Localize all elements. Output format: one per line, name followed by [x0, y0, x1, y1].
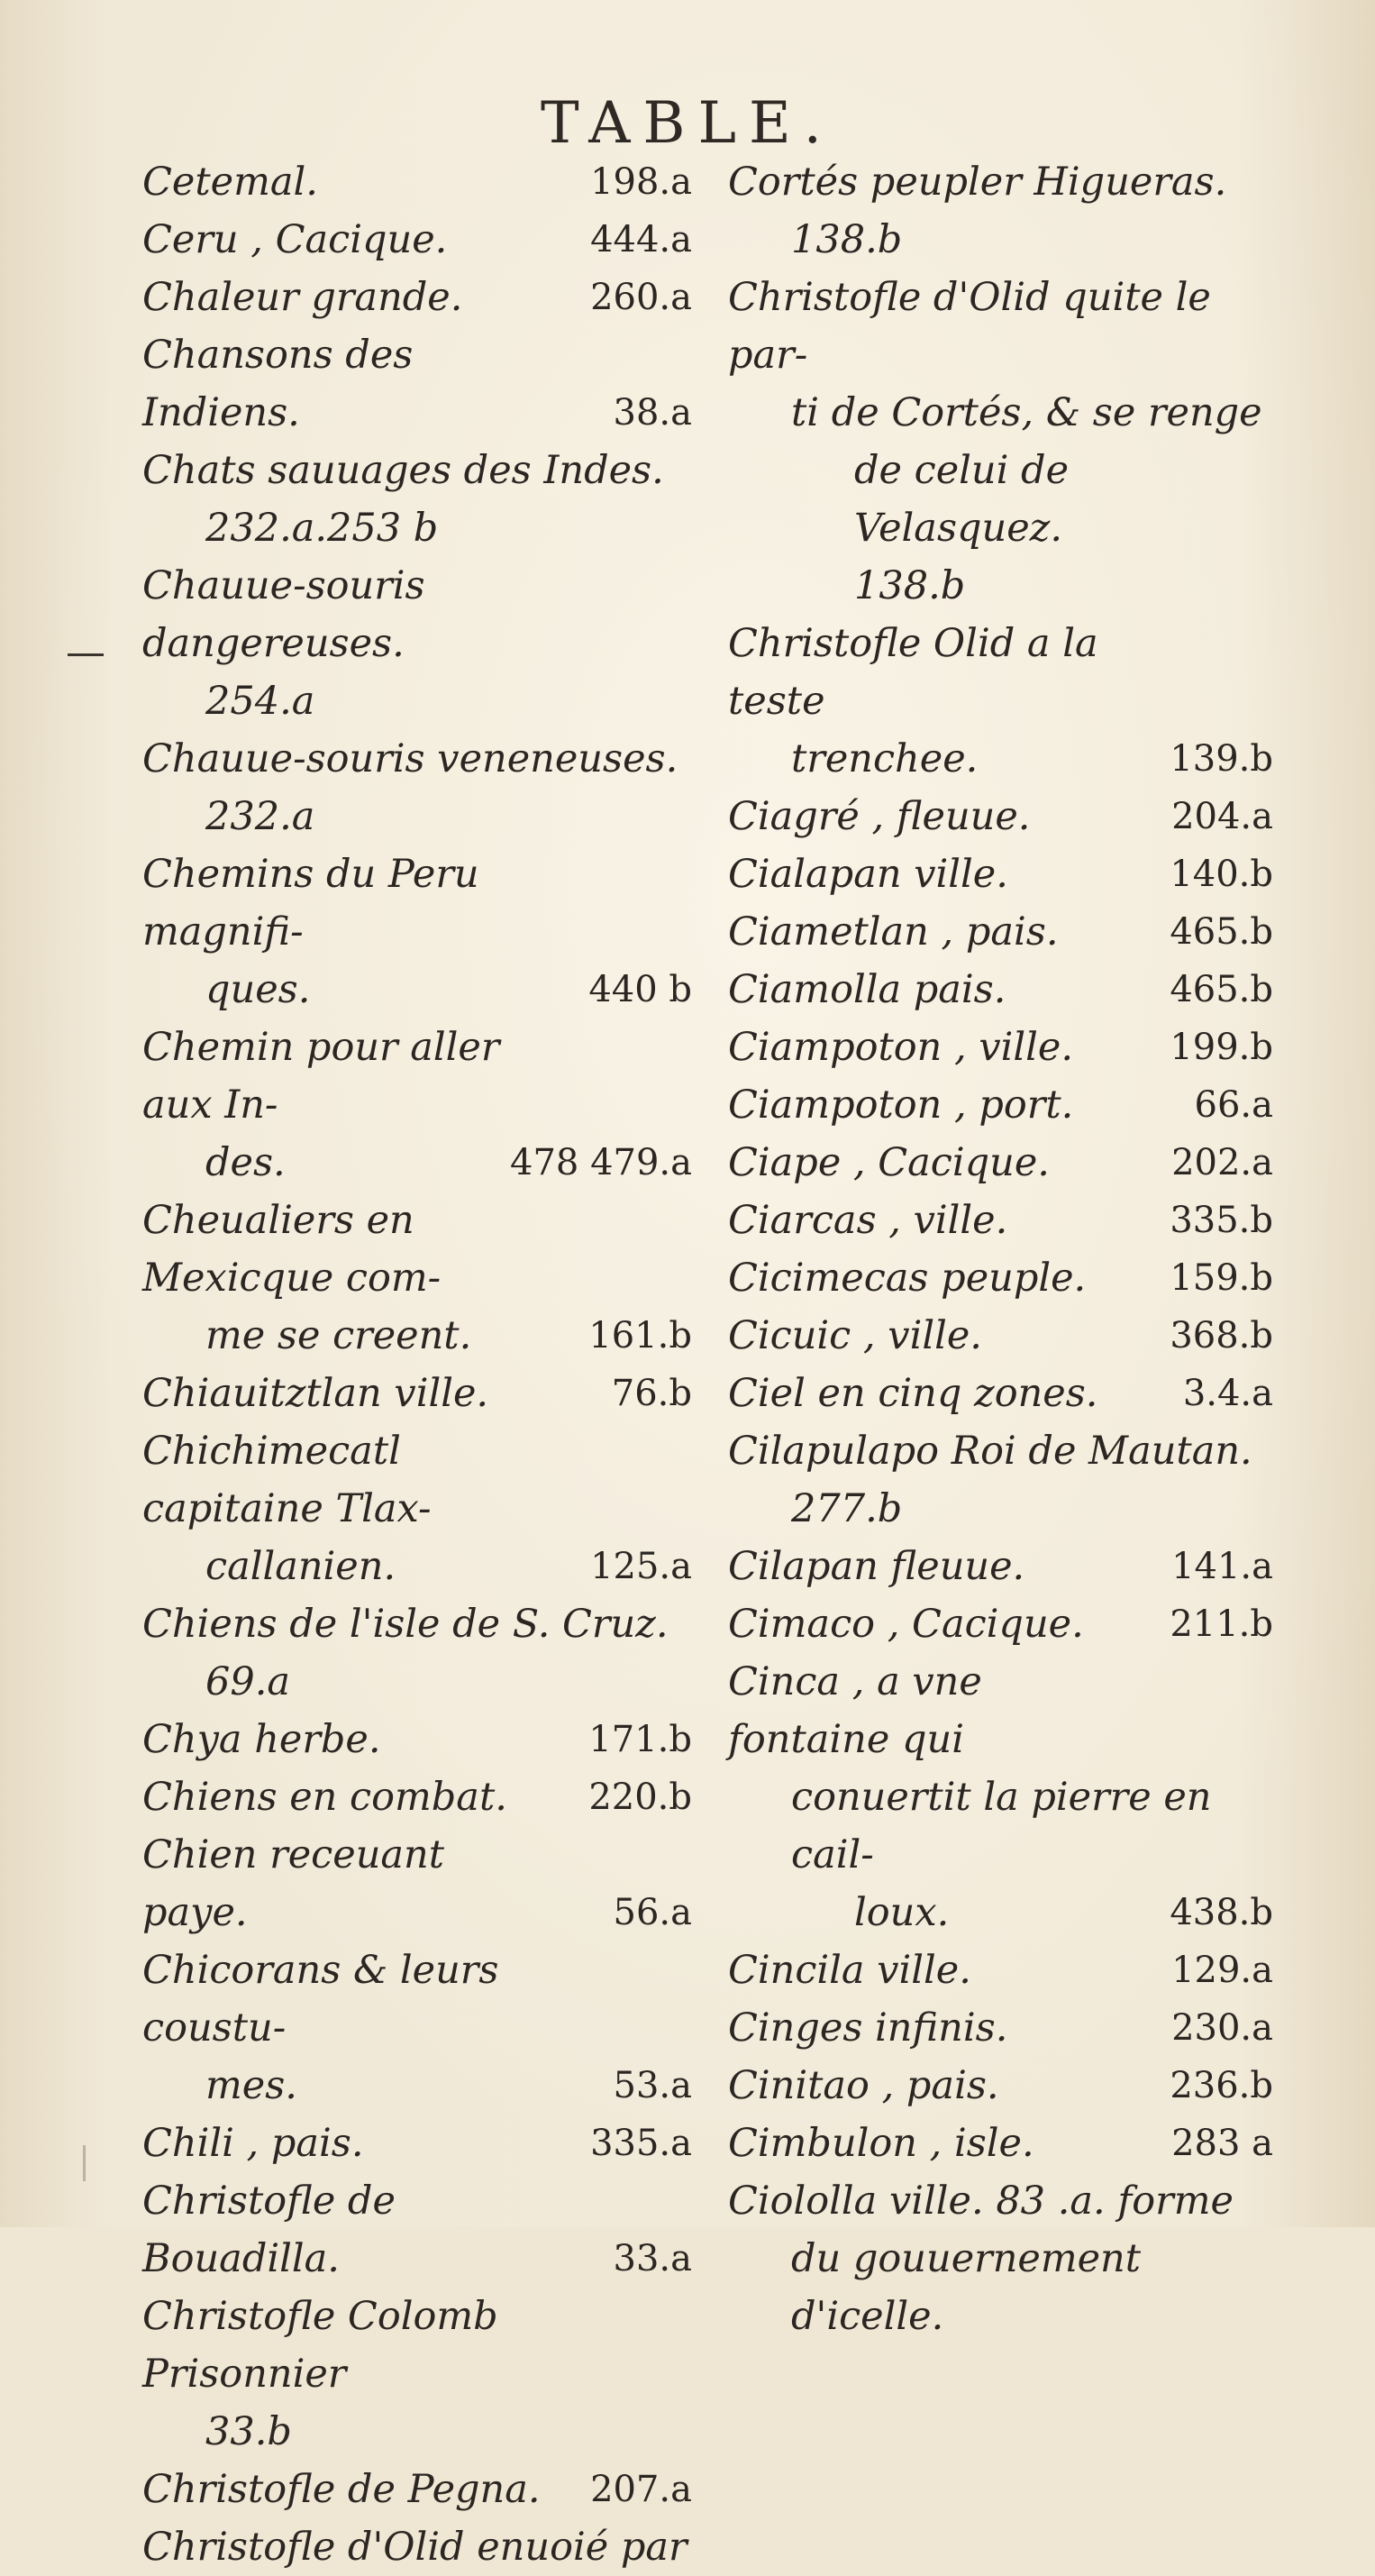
index-entry [142, 1365, 692, 1422]
index-entry [142, 2288, 692, 2461]
entry-text: Cinitao , pais. [728, 2063, 999, 2108]
index-entry [142, 1595, 692, 1711]
page-reference: 76.b [611, 1373, 692, 1414]
index-entry [728, 153, 1273, 269]
index-entry [142, 326, 692, 442]
entry-continuation: de celui de Velasquez. [854, 448, 1070, 551]
entry-text: Chats sauuages des Indes. [142, 448, 664, 493]
index-entry [142, 211, 692, 269]
index-entry [728, 1941, 1273, 1999]
index-entry [142, 2172, 692, 2288]
entry-text: Chiens en combat. [142, 1775, 507, 1820]
index-entry [142, 442, 692, 557]
page-reference: 211.b [1170, 1603, 1273, 1645]
entry-continuation: ti de Cortés, & se renge [791, 390, 1262, 435]
entry-continuation: 138.b [854, 563, 966, 608]
entry-text: Chichimecatl capitaine Tlax- [142, 1429, 432, 1531]
index-entry [728, 1249, 1273, 1307]
page-reference: 465.b [1170, 911, 1273, 953]
page-title: TABLE. [541, 90, 834, 157]
page-reference: 478 479.a [510, 1142, 692, 1183]
index-entry [728, 845, 1273, 903]
entry-text: Ceru , Cacique. [142, 217, 448, 262]
page-reference: 199.b [1170, 1027, 1273, 1068]
index-entry [142, 1192, 692, 1365]
page-reference: 53.a [613, 2065, 692, 2106]
page-reference: 38.a [613, 392, 692, 434]
entry-text: Chien receuant paye. [142, 1832, 444, 1935]
entry-text: Christofle de Bouadilla. [142, 2179, 396, 2281]
entry-text: Ciel en cinq zones. [728, 1371, 1098, 1416]
page-reference: 198.a [590, 161, 692, 203]
index-entry [142, 153, 692, 211]
index-entry [142, 1711, 692, 1768]
entry-text: Chiauitztlan ville. [142, 1371, 489, 1416]
index-entry [728, 1999, 1273, 2057]
page-reference: 368.b [1170, 1315, 1273, 1357]
entry-text: Chemin pour aller aux In- [142, 1025, 500, 1128]
entry-continuation: conuertit la pierre en cail- [791, 1775, 1212, 1877]
index-entry [142, 557, 692, 730]
entry-text: Cimaco , Cacique. [728, 1602, 1084, 1647]
entry-continuation: 33.b [205, 2409, 292, 2454]
entry-text: Cortés peupler Higueras. [728, 160, 1227, 205]
page-reference: 440 b [588, 969, 692, 1010]
index-entry [142, 269, 692, 326]
entry-text: Christofle Colomb Prisonnier [142, 2294, 498, 2397]
entry-text: Cimbulon , isle. [728, 2121, 1034, 2166]
page-reference: 139.b [1170, 738, 1273, 780]
entry-continuation: callanien. [205, 1544, 396, 1589]
index-entry [142, 2461, 692, 2518]
left-column [142, 153, 692, 2576]
entry-text: Cialapan ville. [728, 852, 1008, 897]
entry-text: Christofle Olid a la teste [728, 621, 1098, 724]
entry-text: Ciape , Cacique. [728, 1140, 1050, 1185]
index-entry [142, 1422, 692, 1595]
index-entry [728, 1422, 1273, 1538]
page-reference: 202.a [1171, 1142, 1273, 1183]
page-reference: 56.a [613, 1892, 692, 1933]
index-entry [728, 269, 1273, 615]
index-entry [142, 2115, 692, 2172]
index-entry [728, 2115, 1273, 2172]
page-reference: 159.b [1170, 1257, 1273, 1299]
index-entry [728, 2172, 1273, 2345]
entry-continuation: des. [205, 1140, 286, 1185]
page-reference: 204.a [1171, 796, 1273, 837]
margin-mark [68, 653, 104, 656]
entry-text: Christofle de Pegna. [142, 2467, 541, 2512]
entry-continuation: du gouuernement d'icelle. [791, 2236, 1142, 2339]
entry-continuation: mes. [205, 2063, 297, 2108]
page-reference: 66.a [1194, 1084, 1273, 1126]
entry-text: Chili , pais. [142, 2121, 364, 2166]
entry-text: Ciampoton , port. [728, 1082, 1074, 1128]
entry-text: Ciamolla pais. [728, 967, 1006, 1012]
entry-continuation: ques. [205, 967, 311, 1012]
index-entry [142, 2518, 692, 2576]
entry-continuation: 138.b [791, 217, 903, 262]
index-entry [142, 1941, 692, 2115]
entry-text: Cinges infinis. [728, 2005, 1008, 2051]
entry-text: Cincila ville. [728, 1948, 971, 1993]
entry-text: Cicuic , ville. [728, 1313, 982, 1358]
index-entry [728, 1134, 1273, 1192]
index-entry [728, 1192, 1273, 1249]
page-reference: 33.a [613, 2238, 692, 2279]
page-reference: 465.b [1170, 969, 1273, 1010]
entry-text: Chicorans & leurs coustu- [142, 1948, 499, 2051]
entry-text: Cilapan fleuue. [728, 1544, 1025, 1589]
entry-continuation: trenchee. [791, 736, 979, 781]
index-entry [728, 903, 1273, 961]
entry-text: Chya herbe. [142, 1717, 381, 1762]
edge-mark [83, 2145, 86, 2181]
page-reference: 161.b [588, 1315, 692, 1357]
index-entry [728, 961, 1273, 1019]
entry-continuation: 277.b [791, 1486, 903, 1531]
entry-text: Christofle d'Olid quite le par- [728, 275, 1211, 378]
entry-continuation: 254.a [205, 679, 315, 724]
entry-text: Ciarcas , ville. [728, 1198, 1008, 1243]
index-entry [142, 1826, 692, 1941]
index-entry [728, 1076, 1273, 1134]
page-reference: 171.b [588, 1719, 692, 1760]
entry-continuation: 69.a [205, 1659, 291, 1704]
index-entry [728, 1307, 1273, 1365]
index-entry [728, 615, 1273, 788]
page-reference: 129.a [1171, 1950, 1273, 1991]
index-entry [142, 730, 692, 845]
page-reference: 283 a [1171, 2123, 1273, 2164]
entry-text: Chansons des Indiens. [142, 333, 414, 435]
entry-text: Ciagré , fleuue. [728, 794, 1031, 839]
index-entry [728, 1653, 1273, 1941]
entry-continuation: me se creent. [205, 1313, 472, 1358]
page-reference: 236.b [1170, 2065, 1273, 2106]
entry-text: Cinca , a vne fontaine qui [728, 1659, 982, 1762]
entry-text: Chauue-souris dangereuses. [142, 563, 425, 666]
index-entry [142, 845, 692, 1019]
entry-continuation: 232.a [205, 794, 315, 839]
entry-text: Ciampoton , ville. [728, 1025, 1074, 1070]
index-entry [728, 1365, 1273, 1422]
page-reference: 141.a [1171, 1546, 1273, 1587]
page-reference: 220.b [588, 1777, 692, 1818]
right-column [728, 153, 1273, 2345]
entry-text: Chemins du Peru magnifi- [142, 852, 479, 955]
page-reference: 444.a [590, 219, 692, 260]
page-reference: 140.b [1170, 854, 1273, 895]
page-reference: 230.a [1171, 2007, 1273, 2049]
page-reference: 335.b [1170, 1200, 1273, 1241]
entry-text: Cilapulapo Roi de Mautan. [728, 1429, 1252, 1474]
entry-text: Cetemal. [142, 160, 318, 205]
index-entry [728, 1019, 1273, 1076]
index-entry [142, 1019, 692, 1192]
index-entry [728, 788, 1273, 845]
entry-text: Chiens de l'isle de S. Cruz. [142, 1602, 669, 1647]
index-entry [728, 1595, 1273, 1653]
entry-text: Cheualiers en Mexicque com- [142, 1198, 442, 1301]
entry-text: Christofle d'Olid enuoié par [142, 2525, 688, 2570]
entry-text: Ciololla ville. 83 .a. forme [728, 2179, 1234, 2224]
page-reference: 260.a [590, 277, 692, 318]
page-reference: 125.a [590, 1546, 692, 1587]
entry-continuation: loux. [854, 1890, 950, 1935]
index-entry [728, 2057, 1273, 2115]
index-entry [142, 1768, 692, 1826]
entry-text: Chaleur grande. [142, 275, 463, 320]
page-reference: 3.4.a [1182, 1373, 1273, 1414]
page-reference: 438.b [1170, 1892, 1273, 1933]
page-reference: 207.a [590, 2469, 692, 2510]
entry-text: Cicimecas peuple. [728, 1256, 1087, 1301]
index-entry [728, 1538, 1273, 1595]
entry-continuation: 232.a.253 b [205, 506, 439, 551]
entry-text: Ciametlan , pais. [728, 909, 1059, 955]
page-reference: 335.a [590, 2123, 692, 2164]
entry-text: Chauue-souris veneneuses. [142, 736, 678, 781]
